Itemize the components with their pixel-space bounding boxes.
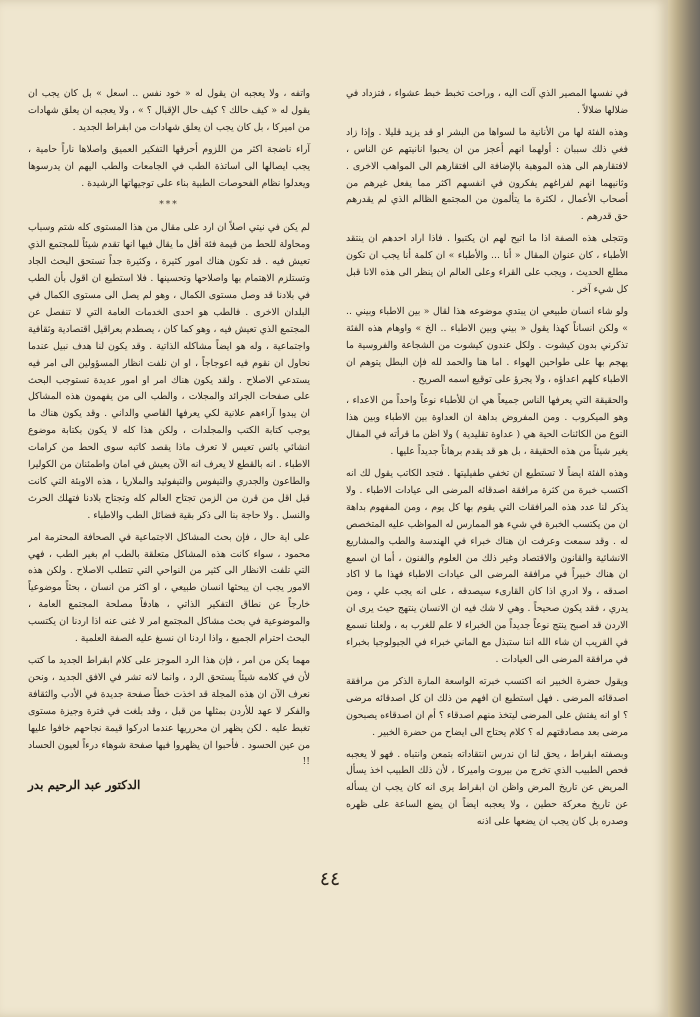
left-column	[28, 86, 310, 794]
right-column	[346, 86, 628, 836]
page-number: ٤٤	[319, 868, 341, 890]
paragraph: واتفه ، ولا يعجبه ان يقول له « خود نفس .. اسعل » بل كان يجب ان يقول له « كيف حالك ؟ كيف حال الإقبال ؟ » ، ولا يعجبه ان يعلق شهادات من اميركا ، بل كان يجب ان يعلق شهادات من ابقراط الجديد .	[28, 88, 310, 133]
paragraph: وهذه الفئة لها من الأنانية ما لسواها من البشر او قد يزيد قليلا . وإذا زاد فغي ذلك سببان : أولهما انهم أعجز من ان يحبوا انانيتهم عن الناس ، لافتقارهم الى هذه الموهبة بالإضافة الى افتقارهم الى المواهب الاخرى . وثانيهما انهم لفراغهم يفكرون في انفسهم اكثر مما يفعل غيرهم من أصحاب الأعمال ، لكثرة ما يتألمون من المجتمع الظالم الذي لم يقدرهم حق قدرهم .	[346, 126, 628, 223]
author-signature: الدكتور عبد الرحيم بدر	[28, 778, 141, 793]
paragraph: وتتجلى هذه الصفة اذا ما اتيح لهم ان يكتبوا . فاذا اراد احدهم ان ينتقد الأطباء ، كان عنوان المقال « أنا ... والأطباء » ان كلمة أنا يجب ان تكون مطلع الحديث ، ويجب على القراء وعلى العالم ان ينظر الى هذه الانا قبل كل شيء آخر .	[346, 233, 628, 295]
section-separator: ***	[159, 200, 179, 211]
paragraph: آراء ناضجة اكثر من اللزوم أحرقها التفكير العميق واصلاها ناراً حامية ، يجب ايصالها الى اساتذة الطب في الجامعات والطب اليهم ان يدرسوها ويعدلوا نظام الفحوصات الطبية بناء على توجيهاتها الرشيدة .	[28, 143, 310, 189]
paragraph: في نفسها المصير الذي آلت اليه ، وراحت تخبط خبط عشواء ، فتزداد في ضلالها ضلالاً .	[346, 88, 628, 116]
paragraph: وبصفته ابقراط ، يحق لنا ان ندرس انتقاداته بتمعن وانتباه . فهو لا يعجبه فحص الطبيب الذي تخرج من بيروت واميركا ، لأن ذلك الطبيب اخذ يسأل المريض عن تاريخ المرض واظن ان ابقراط يرى انه كان يجب ان يسأله عن تاريخ معركة حطين ، ولا يعجبه ايضاً ان يضع الساعة على ظهره وصدره بل كان يجب ان يضعها على اذنه	[346, 748, 628, 828]
paragraph: مهما يكن من امر ، فإن هذا الرد الموجز على كلام ابقراط الجديد ما كتب لأن في كلامه شيئاً يستحق الرد ، وانما لانه تشر في الافق الجديد ، ونحن نعرف الآن ان هذه المجلة قد اخذت خطاً صفحة جديدة في الأدب والثقافة والفكر لا عهد للأردن بمثلها من قبل ، وقد بلغت في فترة وجيزة مستوى تغبط عليه . لكن يظهر ان محرريها عندما ادركوا قيمة نجاحهم خافوا عليها من عين الحسود . فأحبوا ان يظهروا فيها صفحة شوهاء درءاً لعيون الحساد !!	[28, 655, 310, 768]
paragraph: والحقيقة التي يعرفها الناس جميعاً هي ان للأطباء نوعاً واحداً من الاعداء ، وهو الميكروب . ومن المفروض بداهة ان العداوة بين الاطباء وبين هذا النوع من الكائنات الحية هي ( عداوة تقليدية ) ولا اظن ما قرأته في المقال يغير شيئاً من هذه الحقيقة ، بل هو قد يقدم برهاناً جديداً عليها .	[346, 395, 628, 458]
paragraph: على اية حال ، فإن بحث المشاكل الاجتماعية في الصحافة المحترمة امر محمود ، سواء كانت هذه المشاكل متعلقة بالطب ام بغير الطب ، فهي التي تلفت الانظار الى كثير من النواحي التي تتطلب الاصلاح . ولكن هذه الامور يجب ان يبحثها انسان طبيعي ، او اكثر من انسان ، بحثاً موضوعياً خارجاً عن نطاق التفكير الذاتي ، هادفاً مصلحة المجتمع العامة ، والموضوعية في بحث مشاكل المجتمع امر لا غنى عنه اذا اردنا ان يكتسب البحث احترام الجميع ، واذا اردنا ان نسبغ عليه الصفة العلمية .	[28, 531, 310, 645]
page-edge	[668, 0, 700, 1017]
paragraph: لم يكن في نيتي اصلاً ان ارد على مقال من هذا المستوى كله شتم وسباب ومحاولة للحط من قيمة فئة أقل ما يقال فيها انها تقدم شيئاً للمجتمع الذي تعيش فيه . قد تكون هناك امور كثيرة ، وكثيرة جداً تستحق البحث الجاد وتستلزم الاهتمام بها واصلاحها وتحسينها . فلا استطيع ان اقول بأن الطب في بلادنا قد وصل مستوى الكمال ، وهو لم يصل الى مستوى الكمال في البلدان الاخرى . فالطب هو احدى الخدمات العامة التي لا تنفصل عن المجتمع الذي تعيش فيه ، وهو كما كان ، يصطدم بعراقيل اقتصادية وثقافية واجتماعية ، وله هو ايضاً مشاكله الذاتية . وقد يكون لنا هدف نبيل عندما نحاول ان نقوم فيه اعوجاجاً ، او ان نلفت انظار المسؤولين الى امر فيه يستدعي الاصلاح . ولقد يكون هناك امر او امور عديدة تستوجب البحث على صفحات الجرائد والمجلات ، والطب الى من يفهمون هذه المشاكل ان يبدوا آراءهم علانية لكي يعرفها القاصي والداني . وقد يكون هناك ما يوجب كتابة الكتب والمجلدات ، ولكن هذا كله لا يكون بكتابة موضوع انشائي بائس تعيس لا تعرف ماذا يقصد كاتبه سوى الحط من كرامات الاطباء . انه بالقطع لا يعرف انه الآن يعيش في امان واطمئنان من الكوليرا والطاعون والجدري والتيفوس والتيفوئيد والملاريا ، هذه الاوبئة التي كانت قبل اقل من قرن من الزمن تجتاح العالم كله وتجتاح بلادنا فتهلك الحرث والنسل . ولا حاجة بنا الى ذكر بقية فضائل الطب والاطباء .	[28, 222, 310, 521]
paragraph: ولو شاء انسان طبيعي ان يبتدي موضوعه هذا لقال « بين الاطباء وبيني .. » ولكن انساناً كهذا يقول « بيني وبين الاطباء .. الخ » واوهام هذه الفئة تذكرني بدون كيشوت . ولكل عندون كيشوت من الشجاعة والفروسية ما يهجم بها على طواحين الهواء . اما هنا والحمد لله فإن البطل يتوهم ان الاطباء كلهم اعداؤه ، ولا يجرؤ على توقيع اسمه الصريح .	[346, 305, 628, 385]
paragraph: ويقول حضرة الخبير انه اكتسب خبرته الواسعة المارة الذكر من مرافقة اصدقائه المرضى . فهل استطيع ان افهم من ذلك ان كل اصدقائه مرضى ؟ او انه يفتش على المرضى ليتخذ منهم اصدقاء ؟ أم ان اصدقاءه يصبحون مرضى بعد مصادقتهم له ؟ كلام يحتاج الى ايضاح من حضرة الخبير .	[346, 675, 628, 738]
paragraph: وهذه الفئة ايضاً لا تستطيع ان تخفي طفيليتها . فتجد الكاتب يقول لك انه اكتسب خبرة من كثرة مرافقة اصدقائه المرضى الى عيادات الاطباء . ولا يذكر لنا عدد هذه المرافقات التي يقوم بها كل يوم ، ومن المفهوم بداهة ان من يكتسب الخبرة في شيء هو الممارس له المواظب عليه المتخصص له . وقد سمعت وعرفت ان هناك خبراء في الهندسة والطب والمشاريع الانشائية والقانون والاقتصاد وغير ذلك من العلوم والفنون ، أما ان اسمع ان هناك خبيراً في مرافقة المرضى الى عيادات الاطباء فهذا ما لا اكاد اصدقه ، ولا ادري اذا كان القارىء سيصدقه ، على انه يجب علي ، ومن يدري ، فقد يكون صحيحاً . وهي لا شك فيه ان الانسان ينتهج حيث يرى ان الاردن قد اصبح ينتج نوعاً جديداً من الخبراء لا علم للغرب به ، ولعلنا نسمع في القريب ان شاء الله اننا ستبذل مع الماني خبراء في الجيولوجيا بخبراء في مرافقة المرضى الى العيادات .	[346, 468, 628, 665]
